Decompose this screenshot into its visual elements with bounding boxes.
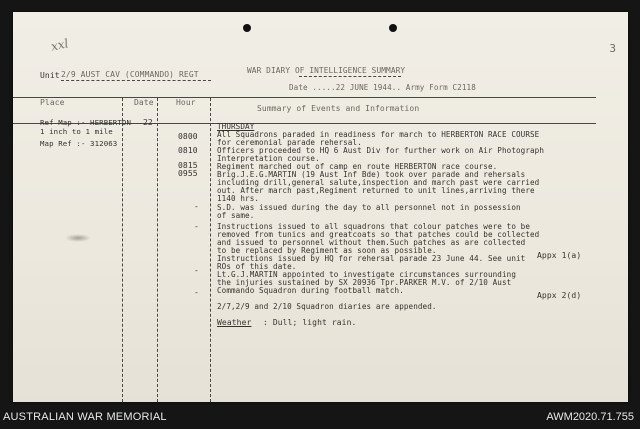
- ink-smudge: [65, 234, 91, 242]
- column-place: Place: [40, 98, 65, 107]
- header-top-rule: [13, 97, 596, 98]
- punch-hole: [243, 24, 251, 32]
- place-map: Ref Map :- HERBERTON: [40, 118, 131, 127]
- diary-title: WAR DIARY OF INTELLIGENCE SUMMARY: [247, 66, 406, 75]
- summary-line: Interpretation course.: [217, 154, 320, 163]
- archive-name: AUSTRALIAN WAR MEMORIAL: [3, 411, 167, 423]
- summary-line: 1140 hrs.: [217, 194, 260, 203]
- column-summary: Summary of Events and Information: [257, 104, 420, 113]
- handwritten-annotation: xxl: [49, 36, 70, 54]
- accession-number: AWM2020.71.755: [546, 411, 634, 423]
- summary-line: All Squadrons paraded in readiness for march to HERBERTON RACE COURSE: [217, 130, 540, 139]
- hour-entry: 0815: [178, 161, 198, 170]
- hour-entry: 0955: [178, 169, 198, 178]
- hour-entry: 0810: [178, 146, 198, 155]
- date-value: 22: [143, 118, 153, 127]
- unit-value: 2/9 AUST CAV (COMMANDO) REGT: [61, 70, 199, 79]
- archive-footer: [0, 405, 640, 429]
- column-divider: [122, 98, 123, 402]
- summary-line: including drill,general salute,inspection and march past were carried: [217, 178, 540, 187]
- place-scale: 1 inch to 1 mile: [40, 127, 113, 136]
- date-line: Date .....22 JUNE 1944.. Army Form C2118: [289, 83, 476, 92]
- punch-hole: [389, 24, 397, 32]
- summary-line: of same.: [217, 211, 255, 220]
- hour-dash: -: [194, 202, 199, 211]
- hour-dash: -: [194, 266, 199, 275]
- column-divider: [210, 98, 211, 402]
- summary-line: Commando Squadron during football match.: [217, 286, 404, 295]
- hour-dash: -: [194, 222, 199, 231]
- summary-line: Lt.G.J.MARTIN appointed to investigate circumstances surrounding: [217, 270, 516, 279]
- column-divider: [157, 98, 158, 402]
- place-map-ref: Map Ref :- 312063: [40, 139, 118, 148]
- column-hour: Hour: [176, 98, 196, 107]
- summary-line: Instructions issued by HQ for rehersal parade 23 June 44. See unit: [217, 254, 526, 263]
- summary-line: Instructions issued to all squadrons that colour patches were to be: [217, 222, 531, 231]
- summary-line: removed from tunics and greatcoats so that patches could be collected: [217, 230, 540, 239]
- unit-underline: [61, 80, 211, 81]
- summary-line: Brig.J.E.G.MARTIN (19 Aust Inf Bde) took over parade and rehersals: [217, 170, 526, 179]
- summary-line: Regiment marched out of camp en route HERBERTON race course.: [217, 162, 498, 171]
- summary-line: 2/7,2/9 and 2/10 Squadron diaries are appended.: [217, 302, 437, 311]
- column-date: Date: [134, 98, 154, 107]
- appendix-ref: Appx 1(a): [537, 251, 582, 260]
- weather-value: : Dull; light rain.: [263, 318, 357, 327]
- hour-dash: -: [194, 288, 199, 297]
- hour-entry: 0800: [178, 132, 198, 141]
- title-underline: [299, 76, 401, 77]
- summary-line: out. After march past,Regiment returned to unit lines,arriving there: [217, 186, 535, 195]
- summary-line: ROs of this date.: [217, 262, 297, 271]
- summary-line: to be replaced by Regiment as soon as possible.: [217, 246, 437, 255]
- unit-label: Unit: [40, 71, 60, 80]
- summary-line: for ceremonial parade rehersal.: [217, 138, 362, 147]
- summary-line: and issued to personnel without them.Such patches as are collected: [217, 238, 526, 247]
- summary-line: S.D. was issued during the day to all personnel not in possession: [217, 203, 521, 212]
- summary-line: THURSDAY: [217, 122, 255, 131]
- summary-line: the injuries sustained by SX 20936 Tpr.PARKER M.V. of 2/10 Aust: [217, 278, 512, 287]
- summary-line: Officers proceeded to HQ 6 Aust Div for further work on Air Photograph: [217, 146, 545, 155]
- weather-label: Weather: [217, 318, 252, 327]
- diary-page: [13, 12, 628, 402]
- corner-page-mark: 3: [609, 42, 616, 55]
- appendix-ref: Appx 2(d): [537, 291, 582, 300]
